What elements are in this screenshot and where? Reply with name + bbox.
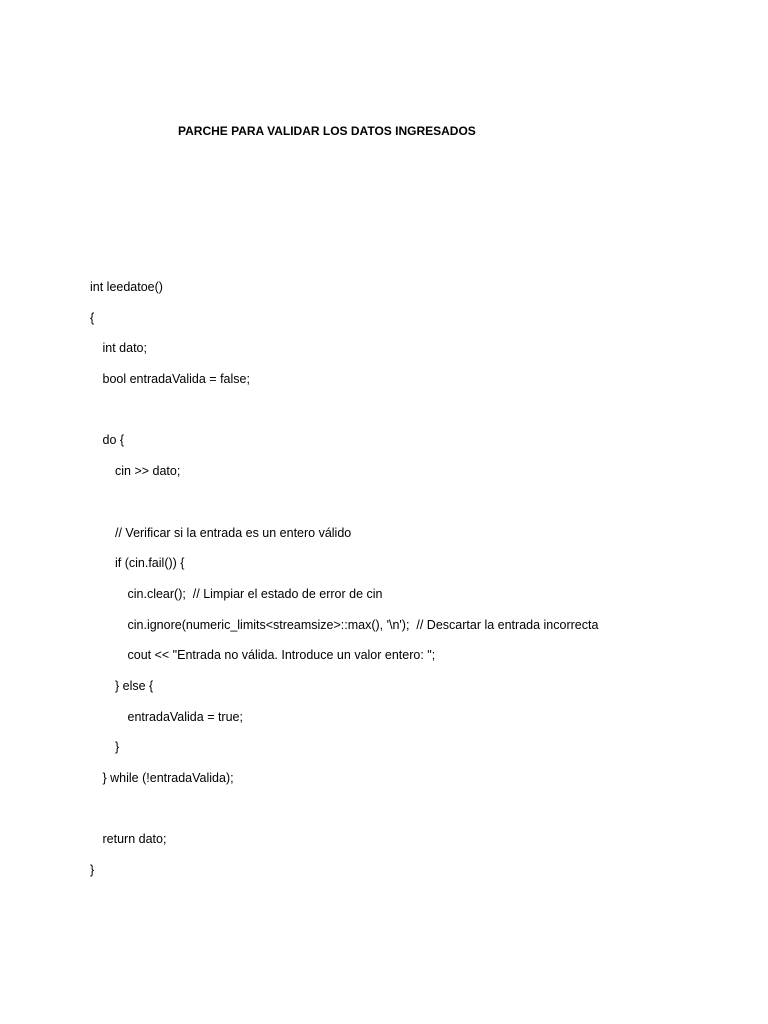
- code-line: bool entradaValida = false;: [102, 372, 250, 387]
- code-line: return dato;: [102, 832, 167, 847]
- code-line: int dato;: [102, 341, 147, 356]
- code-line-blank: [90, 491, 598, 522]
- code-line: entradaValida = true;: [127, 709, 243, 724]
- code-line-blank: [90, 399, 598, 430]
- code-line: cin.clear(); // Limpiar el estado de error de cin: [127, 586, 383, 601]
- code-line: cin >> dato;: [115, 464, 181, 479]
- code-line: } else {: [115, 678, 154, 693]
- code-line: cout << "Entrada no válida. Introduce un valor entero: ";: [127, 648, 436, 663]
- code-line-blank: [90, 798, 598, 829]
- code-line: do {: [102, 433, 125, 448]
- code-line: } while (!entradaValida);: [102, 771, 234, 785]
- code-block: [90, 276, 598, 890]
- code-line: {: [90, 310, 95, 325]
- code-comment-line: // Verificar si la entrada es un entero válido: [115, 525, 352, 540]
- code-line: cin.ignore(numeric_limits<streamsize>::max(), '\n'); // Descartar la entrada incorrecta: [127, 617, 599, 632]
- document-title: PARCHE PARA VALIDAR LOS DATOS INGRESADOS: [178, 124, 476, 138]
- code-line: }: [115, 740, 120, 755]
- code-line: int leedatoe(): [90, 280, 163, 294]
- code-line: }: [90, 863, 95, 878]
- code-line: if (cin.fail()) {: [115, 556, 185, 571]
